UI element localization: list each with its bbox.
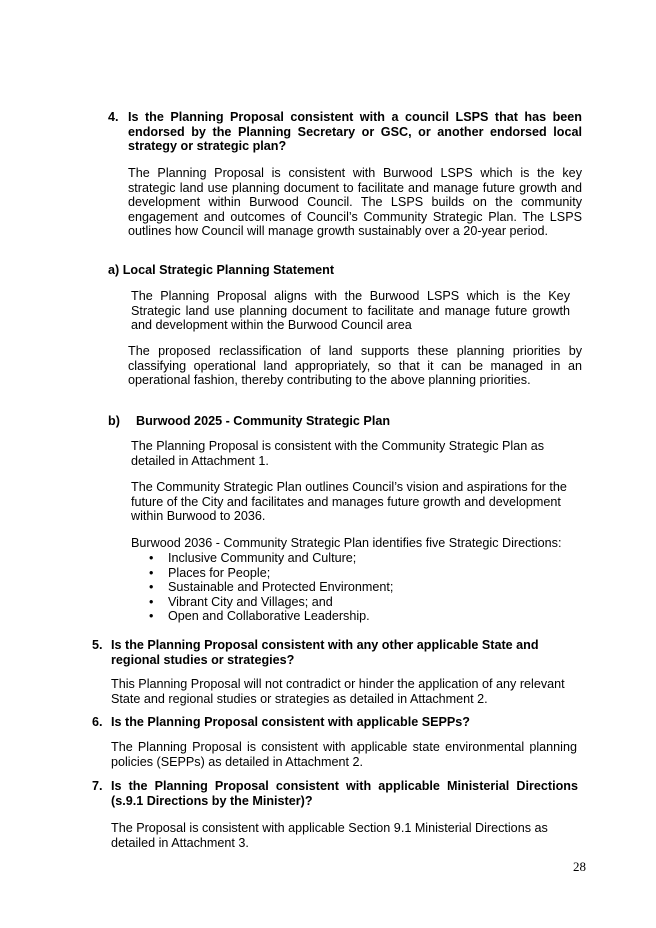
question-6-number: 6. [92,715,103,729]
question-5-answer: This Planning Proposal will not contradict or hinder the application of any relevant State and regional studies or strategies as detailed in Attachment 2. [111,677,565,706]
list-item: • Places for People; [149,565,271,580]
question-5 [92,638,582,667]
list-item: • Vibrant City and Villages; and [149,594,333,609]
section-b-label: b) [108,414,120,428]
question-7 [92,779,578,808]
question-4-text: Is the Planning Proposal consistent with a council LSPS that has been endorsed by the Planning Secretary or GSC, or another endorsed local strategy or strategic plan? [128,110,582,154]
question-7-number: 7. [92,779,103,793]
list-item: • Open and Collaborative Leadership. [149,609,370,624]
question-6-answer: The Planning Proposal is consistent with applicable state environmental planning policies (SEPPs) as detailed in Attachment 2. [111,740,577,769]
question-6-text: Is the Planning Proposal consistent with applicable SEPPs? [111,715,470,729]
list-item: • Inclusive Community and Culture; [149,551,357,565]
section-b-para-3: Burwood 2036 - Community Strategic Plan identifies five Strategic Directions: [131,536,562,550]
section-a-para-1: The Planning Proposal aligns with the Burwood LSPS which is the Key Strategic land use planning document to facilitate and manage future growth and development within the Burwood Council area [131,289,570,333]
page-number: 28 [573,859,586,874]
section-b-para-2: The Community Strategic Plan outlines Council’s vision and aspirations for the future of the City and facilitates and manages future growth and development within Burwood to 2036. [131,480,567,524]
question-4-number: 4. [108,110,119,124]
section-b-heading [108,414,582,429]
question-7-answer: The Proposal is consistent with applicable Section 9.1 Ministerial Directions as detailed in Attachment 3. [111,821,548,850]
section-b-para-1: The Planning Proposal is consistent with the Community Strategic Plan as detailed in Attachment 1. [131,439,544,468]
section-a-para-2: The proposed reclassification of land supports these planning priorities by classifying operational land appropriately, so that it can be managed in an operational fashion, thereby contributing to the above planning priorities. [128,344,582,388]
question-5-number: 5. [92,638,103,652]
section-a-heading: a) Local Strategic Planning Statement [108,263,335,277]
question-4-answer: The Planning Proposal is consistent with Burwood LSPS which is the key strategic land use planning document to facilitate and manage future growth and development within Burwood Council. The LSPS builds on the community engagement and outcomes of Council’s Community Strategic Plan. The LSPS outlines how Council will manage growth sustainably over a 20-year period. [128,166,582,239]
list-item: • Sustainable and Protected Environment; [149,580,394,595]
question-6 [92,715,582,730]
strategic-directions-list [146,551,576,624]
question-4 [108,110,582,154]
question-7-text: Is the Planning Proposal consistent with applicable Ministerial Directions (s.9.1 Directions by the Minister)? [111,779,578,808]
section-b-title: Burwood 2025 - Community Strategic Plan [136,414,391,428]
question-5-text: Is the Planning Proposal consistent with any other applicable State and regional studies or strategies? [111,638,539,667]
